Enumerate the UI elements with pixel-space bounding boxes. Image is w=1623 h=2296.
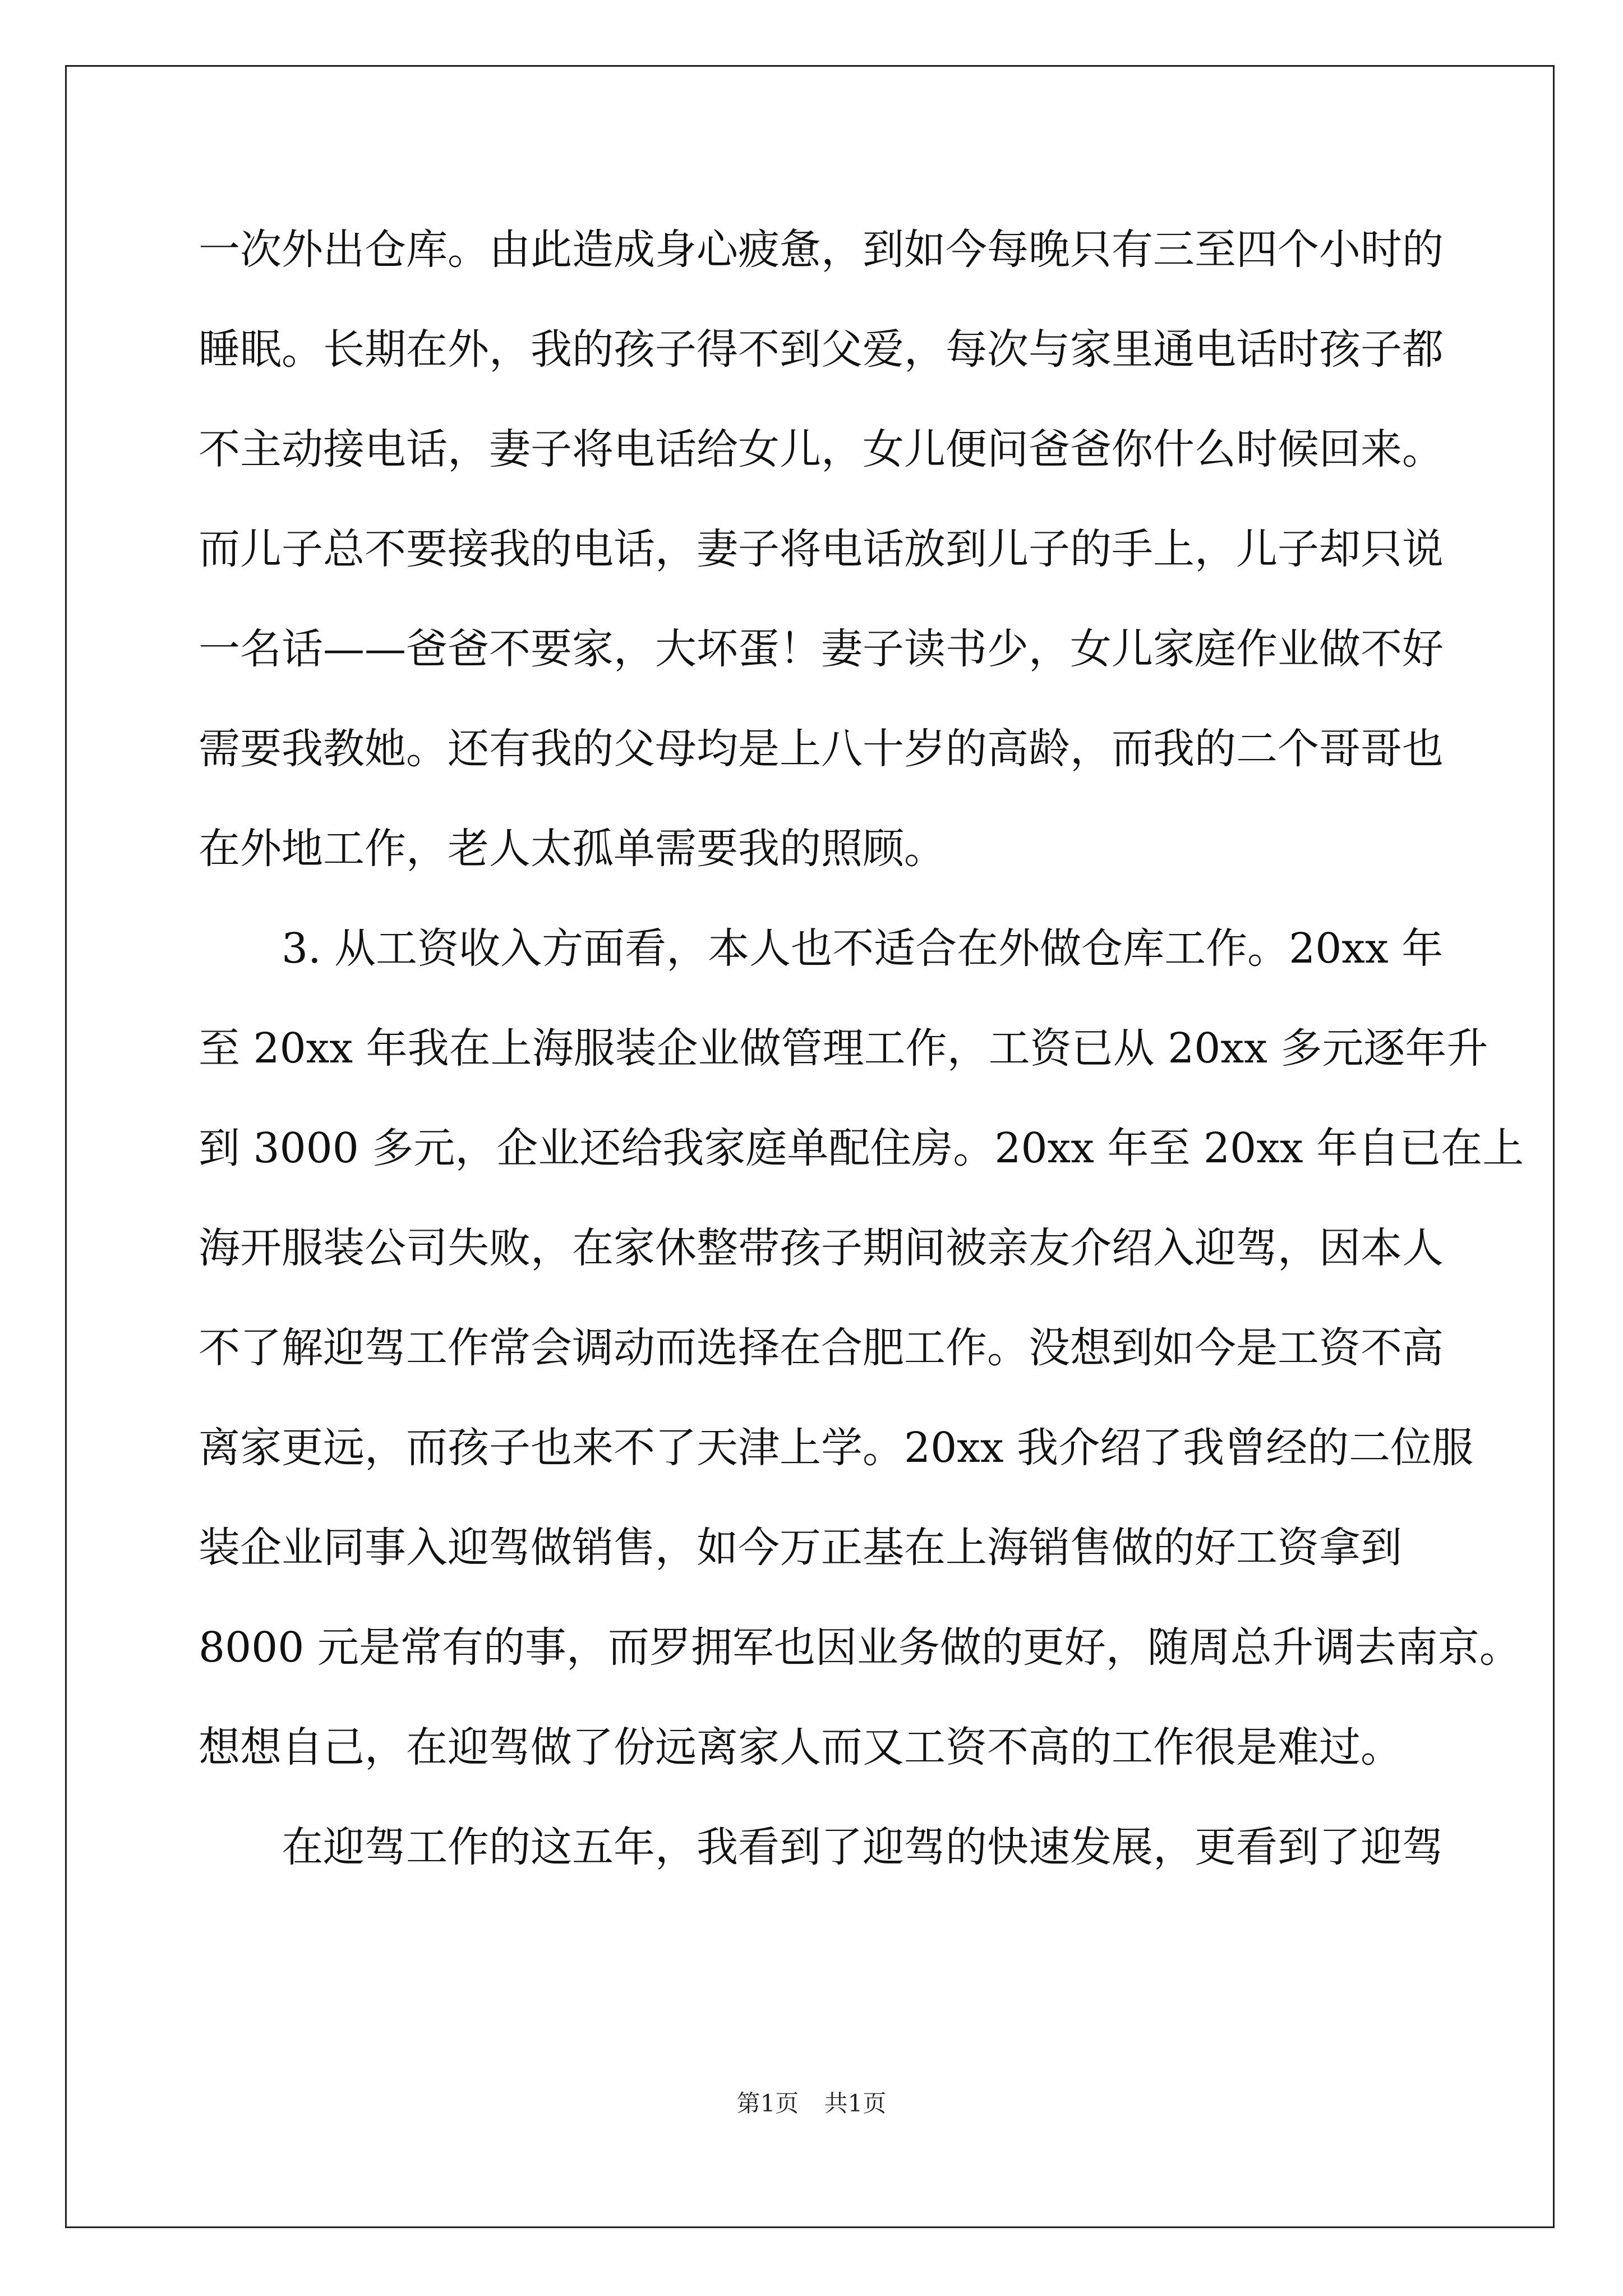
text-line: 想想自己，在迎驾做了份远离家人而又工资不高的工作很是难过。 (199, 1723, 1402, 1772)
text-line: 海开服装公司失败，在家休整带孩子期间被亲友介绍入迎驾，因本人 (199, 1224, 1444, 1272)
text-line: 不主动接电话，妻子将电话给女儿，女儿便问爸爸你什么时候回来。 (199, 425, 1444, 473)
text-line: 一次外出仓库。由此造成身心疲惫，到如今每晚只有三至四个小时的 (199, 226, 1444, 274)
text-line: 离家更远，而孩子也来不了天津上学。20xx 我介绍了我曾经的二位服 (199, 1424, 1474, 1472)
text-line: 到 3000 多元，企业还给我家庭单配住房。20xx 年至 20xx 年自已在上 (199, 1124, 1524, 1172)
page-footer (0, 2087, 1623, 2120)
text-line: 一名话——爸爸不要家，大坏蛋！妻子读书少，女儿家庭作业做不好 (199, 625, 1444, 673)
text-line: 不了解迎驾工作常会调动而选择在合肥工作。没想到如今是工资不高 (199, 1324, 1444, 1372)
text-line: 8000 元是常有的事，而罗拥军也因业务做的更好，随周总升调去南京。 (199, 1623, 1521, 1672)
paragraph-start-line: 在迎驾工作的这五年，我看到了迎驾的快速发展，更看到了迎驾 (282, 1823, 1444, 1871)
text-line: 而儿子总不要接我的电话，妻子将电话放到儿子的手上，儿子却只说 (199, 525, 1444, 573)
page-total: 共1页 (824, 2090, 887, 2117)
text-line: 至 20xx 年我在上海服装企业做管理工作，工资已从 20xx 多元逐年升 (199, 1024, 1488, 1073)
document-body (199, 219, 1524, 1916)
page-number: 第1页 (736, 2090, 799, 2117)
text-line: 需要我教她。还有我的父母均是上八十岁的高龄，而我的二个哥哥也 (199, 725, 1444, 773)
paragraph-start-line: 3. 从工资收入方面看，本人也不适合在外做仓库工作。20xx 年 (282, 924, 1444, 973)
text-line: 睡眠。长期在外，我的孩子得不到父爱，每次与家里通电话时孩子都 (199, 325, 1444, 374)
text-line: 在外地工作，老人太孤单需要我的照顾。 (199, 825, 946, 873)
text-line: 装企业同事入迎驾做销售，如今万正基在上海销售做的好工资拿到 (199, 1524, 1402, 1572)
